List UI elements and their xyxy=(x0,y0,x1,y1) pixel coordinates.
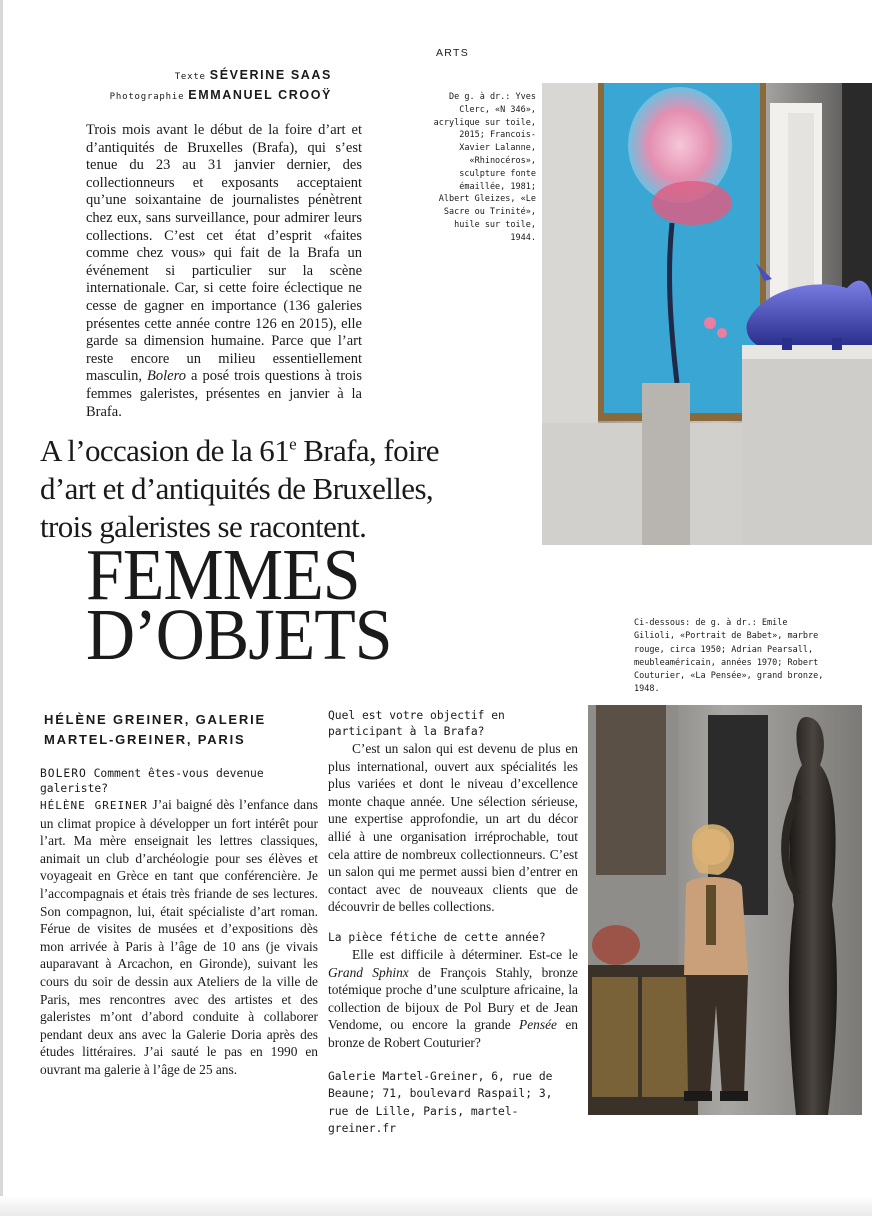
deck-line-2: d’art et d’antiquités de Bruxelles, xyxy=(40,471,434,506)
credit-photo-label: Photographie xyxy=(109,92,185,102)
gallerist-portrait-photo xyxy=(588,705,862,1115)
gallery-address: Galerie Martel-Greiner, 6, rue de Beaune; 71, boulevard Raspail; 3, rue de Lille, Paris, martel-greiner.fr xyxy=(328,1069,553,1135)
headline xyxy=(86,534,514,675)
answer-3 xyxy=(328,946,578,1052)
interview-column-2 xyxy=(328,708,578,1138)
intro-text: Trois mois avant le début de la foire d’art et d’antiquités de Bruxelles (Brafa), qui s’est tenue du 23 au 31 janvier dernier, des collectionneurs et exposants acceptaient qu’une soixantaine de journalistes pénètrent chez eux, sans surveillance, pour admirer leurs collections. C’est cet état d’esprit «faites comme chez vous» qui fait de la Brafa un événement si particulier sur la scène internationale. Car, si cette foire éclectique ne cesse de gagner en importance (136 galeries présentes cette année contre 126 en 2015), elle garde sa dimension humaine. Parce que l’art reste encore un milieu essentiellement masculin, xyxy=(86,122,362,385)
intro-paragraph xyxy=(86,122,362,421)
credit-text-name: SÉVERINE SAAS xyxy=(209,68,332,82)
interviewee-name xyxy=(44,710,266,749)
interview-column-1 xyxy=(40,766,318,1079)
headline-line-1: FEMMES xyxy=(86,534,360,615)
deck-line-3: trois galeristes se racontent. xyxy=(40,509,367,544)
deck-superscript: e xyxy=(289,434,297,454)
question-1-label: BOLERO xyxy=(40,767,87,780)
interviewee-line-2: MARTEL-GREINER, PARIS xyxy=(44,731,246,747)
deck-line-1-end: Brafa, foire xyxy=(296,433,439,468)
answer-3-text: Elle est difficile à déterminer. Est-ce le xyxy=(352,946,578,962)
answer-3-text-2: de François Stahly, bronze totémique proche d’une sculpture africaine, la collection de bijoux de Pol Bury et de Jean Vendome, ou encore la grande xyxy=(328,964,579,1033)
credit-text-label: Texte xyxy=(174,72,206,82)
intro-italic: Bolero xyxy=(147,368,186,385)
answer-1-label: HÉLÈNE GREINER xyxy=(40,799,148,812)
answer-3-italic-1: Grand Sphinx xyxy=(328,964,409,980)
question-1 xyxy=(40,766,318,796)
deck xyxy=(40,432,520,546)
gallery-interior-photo xyxy=(542,83,872,545)
section-label: ARTS xyxy=(436,47,470,59)
answer-2: C’est un salon qui est devenu de plus en plus international, ouvert aux spécialités les plus variées et dont le niveau d’excellence monte chaque année. Une sélection sérieuse, une expertise approfondie, un art du décor allié à une organisation irréprochable, tout cela attire de nombreux collectionneurs. C’est un salon qui me permet aussi bien d’entrer en contact avec de nouveaux clients que de découvrir de belles collections. xyxy=(328,741,578,915)
question-3: La pièce fétiche de cette année? xyxy=(328,930,546,944)
page-bottom-edge xyxy=(0,1196,872,1216)
intro-text-end: a posé trois questions à trois femmes galeristes, présentes en janvier à la Brafa. xyxy=(86,368,362,420)
credit-photo-name: EMMANUEL CROOŸ xyxy=(188,88,332,102)
answer-1 xyxy=(40,796,318,1079)
photo1-caption: De g. à dr.: Yves Clerc, «N 346», acrylique sur toile, 2015; Francois-Xavier Lalanne, «Rhinocéros», sculpture fonte émaillée, 1981; Albert Gleizes, «Le Sacre ou Trinité», huile sur toile, 1944. xyxy=(433,92,536,243)
credits xyxy=(110,66,332,106)
question-1-text: Comment êtes-vous devenue galeriste? xyxy=(40,767,264,795)
page-edge xyxy=(0,0,3,1216)
answer-3-text-3: en bronze de Robert Couturier? xyxy=(328,1017,578,1050)
photo2-caption: Ci-dessous: de g. à dr.: Emile Gilioli, «Portrait de Babet», marbre rouge, circa 1950; Adrian Pearsall, meubleaméricain, années 1970; Robert Couturier, «La Pensée», grand bronze, 1948. xyxy=(634,618,824,695)
gallery-interior-illustration xyxy=(542,83,872,545)
answer-1-text: J’ai baigné dès l’enfance dans un climat propice à développer un fort intérêt pour l’art. Ma mère enseignait les lettres classiques, animait un club d’archéologie pour ses élèves et voyageait en Grèce en tant que conférencière. Je l’accompagnais et étais très friande de ses lectures. Son compagnon, lui, était spécialiste d’art roman. Férue de visites de musées et d’expositions dès mon arrivée à Paris à l’âge de 10 ans (je vivais auparavant à Arcachon, en Gironde), suivant les cours du soir de dessin aux Ateliers de la ville de Paris, mes rencontres avec des artistes et des galeristes m’ont d’abord conduite à collaborer pendant deux ans avec la Galerie Doria après des études littéraires. J’ai sauté le pas en 1990 en ouvrant ma galerie à l’âge de 25 ans. xyxy=(40,797,318,1077)
headline-line-2: D’OBJETS xyxy=(86,594,392,675)
deck-line-1: A l’occasion de la 61 xyxy=(40,433,290,468)
answer-3-italic-2: Pensée xyxy=(519,1017,557,1033)
gallerist-portrait-illustration xyxy=(588,705,862,1115)
interviewee-line-1: HÉLÈNE GREINER, GALERIE xyxy=(44,712,266,727)
question-2: Quel est votre objectif en participant à la Brafa? xyxy=(328,709,505,738)
